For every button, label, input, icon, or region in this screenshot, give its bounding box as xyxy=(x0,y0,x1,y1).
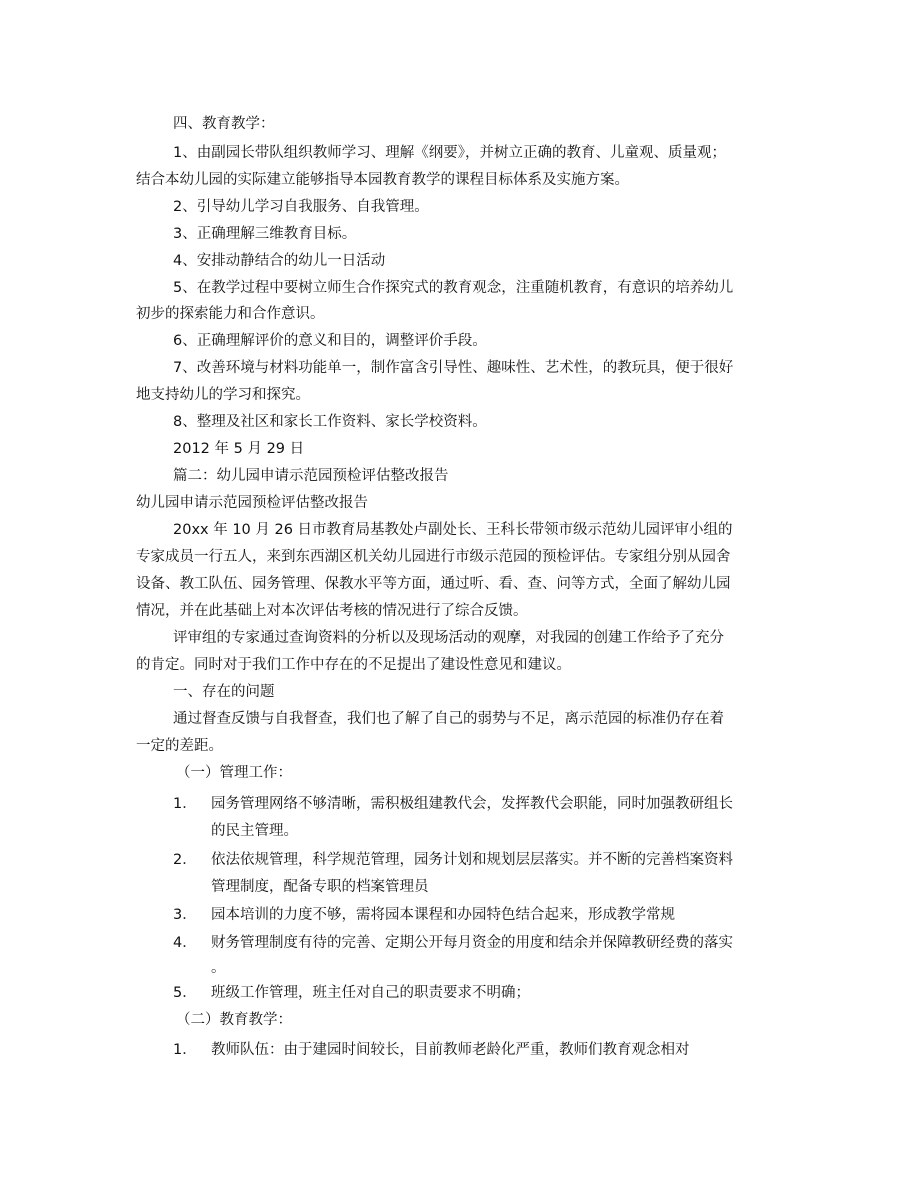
paragraph-line: 通过督查反馈与自我督查，我们也了解了自己的弱势与不足，离示范园的标准仍存在着 xyxy=(173,711,724,727)
paragraph-line: 专家成员一行五人，来到东西湖区机关幼儿园进行市级示范园的预检评估。专家组分别从园舍 xyxy=(136,549,731,565)
list-item: 2、引导幼儿学习自我服务、自我管理。 xyxy=(173,199,429,215)
list-item: 1、由副园长带队组织教师学习、理解《纲要》，并树立正确的教育、儿童观、质量观； xyxy=(173,145,726,161)
list-item: 6、正确理解评价的意义和目的，调整评价手段。 xyxy=(173,333,487,349)
list-item: 园务管理网络不够清晰，需积极组建教代会，发挥教代会职能，同时加强教研组长 xyxy=(211,796,733,812)
list-number: 4． xyxy=(173,935,197,951)
paragraph-line: 评审组的专家通过查询资料的分析以及现场活动的观摩，对我园的创建工作给予了充分 xyxy=(173,630,724,646)
report-title: 幼儿园申请示范园预检评估整改报告 xyxy=(136,495,368,511)
list-item: 8、整理及社区和家长工作资料、家长学校资料。 xyxy=(173,414,487,430)
paragraph-line: 的肯定。同时对于我们工作中存在的不足提出了建设性意见和建议。 xyxy=(136,657,571,673)
list-item-continuation: 初步的探索能力和合作意识。 xyxy=(136,306,325,322)
subsection-heading: （一）管理工作： xyxy=(176,765,292,781)
list-number: 1． xyxy=(173,796,197,812)
list-item-continuation: 结合本幼儿园的实际建立能够指导本园教育教学的课程目标体系及实施方案。 xyxy=(136,172,629,188)
list-number: 5． xyxy=(173,985,197,1001)
list-item-continuation: 的民主管理。 xyxy=(211,823,298,839)
list-number: 3． xyxy=(173,907,197,923)
list-number: 1． xyxy=(173,1042,197,1058)
date-line: 2012 年 5 月 29 日 xyxy=(173,441,305,457)
list-item: 3、正确理解三维教育目标。 xyxy=(173,226,357,242)
subsection-heading: 一、存在的问题 xyxy=(173,684,275,700)
paragraph-line: 一定的差距。 xyxy=(136,738,223,754)
list-item: 教师队伍：由于建园时间较长，目前教师老龄化严重，教师们教育观念相对 xyxy=(211,1042,690,1058)
list-item: 4、安排动静结合的幼儿一日活动 xyxy=(173,253,386,269)
list-item: 园本培训的力度不够，需将园本课程和办园特色结合起来，形成教学常规 xyxy=(211,907,675,923)
list-item-continuation: 地支持幼儿的学习和探究。 xyxy=(136,387,310,403)
paragraph-line: 20xx 年 10 月 26 日市教育局基教处卢副处长、王科长带领市级示范幼儿园评审小组的 xyxy=(173,522,733,538)
list-item: 5、在教学过程中要树立师生合作探究式的教育观念，注重随机教育，有意识的培养幼儿 xyxy=(173,280,734,296)
list-item-continuation: 。 xyxy=(211,960,226,976)
list-item-continuation: 管理制度，配备专职的档案管理员 xyxy=(211,879,429,895)
list-item: 依法依规管理，科学规范管理，园务计划和规划层层落实。并不断的完善档案资料 xyxy=(211,852,733,868)
list-item: 7、改善环境与材料功能单一，制作富含引导性、趣味性、艺术性，的教玩具，便于很好 xyxy=(173,360,734,376)
subsection-heading: （二）教育教学： xyxy=(176,1012,292,1028)
paragraph-line: 情况，并在此基础上对本次评估考核的情况进行了综合反馈。 xyxy=(136,603,528,619)
list-item: 班级工作管理，班主任对自己的职责要求不明确； xyxy=(211,985,530,1001)
part-heading: 篇二：幼儿园申请示范园预检评估整改报告 xyxy=(173,468,449,484)
paragraph-line: 设备、教工队伍、园务管理、保教水平等方面，通过听、看、查、问等方式，全面了解幼儿园 xyxy=(136,576,731,592)
list-item: 财务管理制度有待的完善、定期公开每月资金的用度和结余并保障教研经费的落实 xyxy=(211,935,733,951)
list-number: 2． xyxy=(173,852,197,868)
section-heading: 四、教育教学： xyxy=(173,116,275,132)
